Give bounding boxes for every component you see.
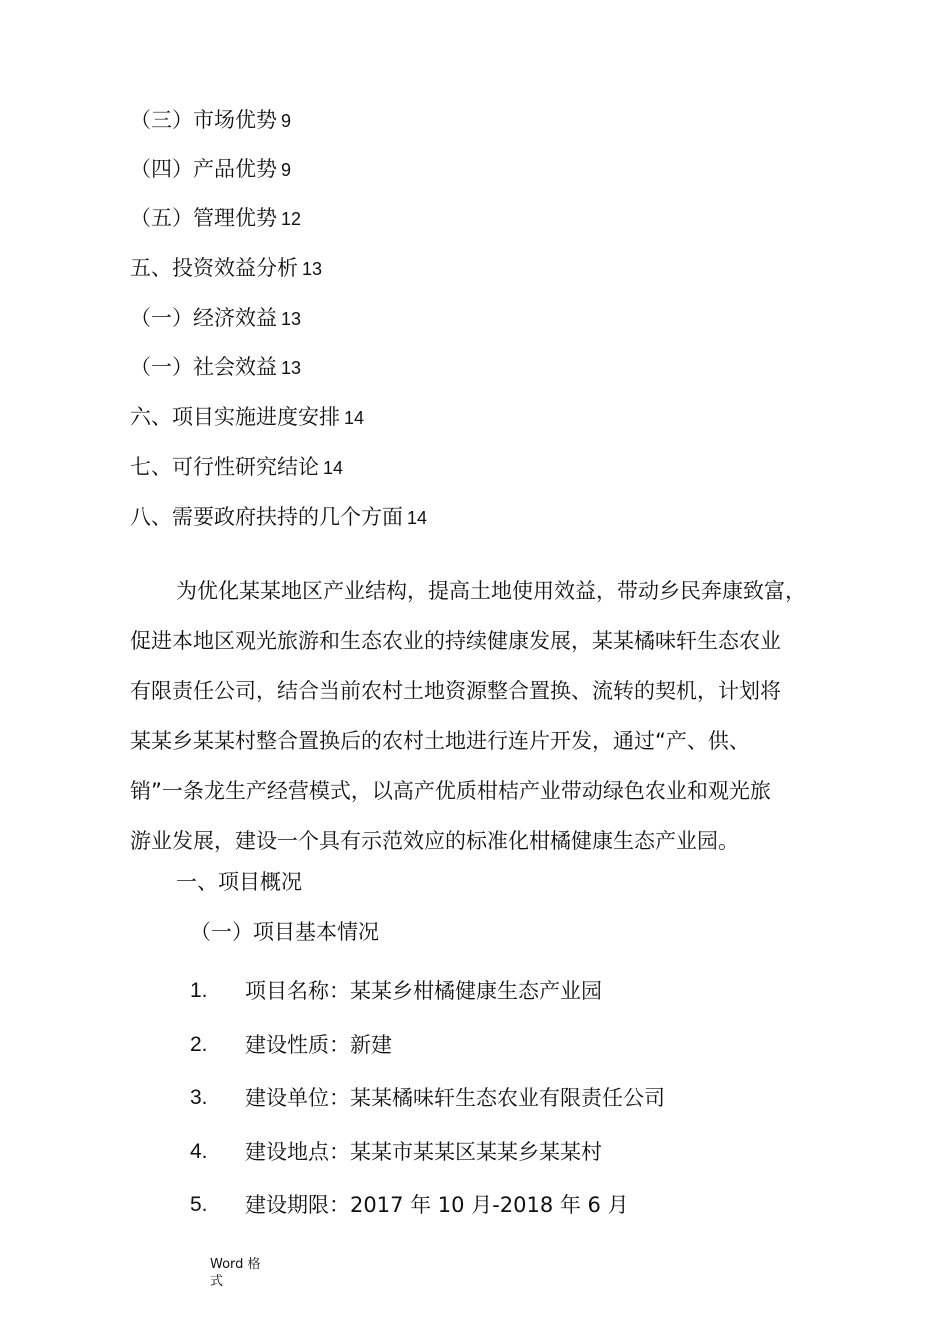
toc-entry: [130, 453, 343, 482]
toc-entry: [130, 204, 301, 233]
toc-entry-page: 9: [281, 160, 292, 180]
subsection-heading: （一）项目基本情况: [190, 920, 379, 944]
intro-line: 某某乡某某村整合置换后的农村土地进行连片开发，通过“产、供、: [130, 729, 750, 753]
toc-entry-label: （三）市场优势: [130, 108, 277, 132]
footer-label: Word 格式: [210, 1257, 261, 1289]
toc-entry: [130, 155, 291, 184]
item-text: 建设地点：某某市某某区某某乡某某村: [245, 1140, 602, 1164]
toc-entry: [130, 353, 301, 382]
item-index: 3.: [190, 1086, 208, 1109]
toc-entry-page: 13: [281, 309, 302, 329]
toc-entry-label: 六、项目实施进度安排: [130, 405, 340, 429]
toc-entry-page: 13: [281, 358, 302, 378]
toc-entry-label: （四）产品优势: [130, 157, 277, 181]
section-heading: 一、项目概况: [176, 870, 302, 894]
toc-entry: [130, 304, 301, 333]
toc-entry-page: 14: [344, 408, 365, 428]
toc-entry-page: 12: [281, 209, 302, 229]
toc-entry-label: 五、投资效益分析: [130, 256, 298, 280]
toc-entry-label: 八、需要政府扶持的几个方面: [130, 505, 403, 529]
item-text: 项目名称：某某乡柑橘健康生态产业园: [245, 979, 602, 1003]
toc-entry-label: 七、可行性研究结论: [130, 455, 319, 479]
intro-line: 有限责任公司，结合当前农村土地资源整合置换、流转的契机，计划将: [130, 679, 781, 703]
item-index: 5.: [190, 1193, 208, 1216]
toc-entry-page: 14: [407, 508, 428, 528]
item-text: 建设性质：新建: [245, 1033, 392, 1057]
toc-entry-page: 14: [323, 458, 344, 478]
intro-line: 为优化某某地区产业结构，提高土地使用效益，带动乡民奔康致富，: [176, 579, 806, 603]
toc-entry: [130, 254, 322, 283]
toc-entry-label: （一）经济效益: [130, 306, 277, 330]
item-index: 4.: [190, 1140, 208, 1163]
toc-entry-page: 9: [281, 111, 292, 131]
intro-line: 销”一条龙生产经营模式，以高产优质柑桔产业带动绿色农业和观光旅: [130, 779, 771, 803]
toc-entry: [130, 106, 291, 135]
toc-entry: [130, 403, 364, 432]
toc-entry-label: （五）管理优势: [130, 206, 277, 230]
toc-entry-page: 13: [302, 259, 323, 279]
intro-line: 游业发展，建设一个具有示范效应的标准化柑橘健康生态产业园。: [130, 829, 739, 853]
item-text: 建设单位：某某橘味轩生态农业有限责任公司: [245, 1086, 665, 1110]
item-index: 2.: [190, 1033, 208, 1056]
item-index: 1.: [190, 979, 208, 1002]
intro-line: 促进本地区观光旅游和生态农业的持续健康发展，某某橘味轩生态农业: [130, 629, 781, 653]
item-text: 建设期限：2017 年 10 月-2018 年 6 月: [245, 1193, 629, 1217]
intro-paragraph: [130, 566, 850, 866]
toc-entry: [130, 503, 427, 532]
toc-entry-label: （一）社会效益: [130, 355, 277, 379]
